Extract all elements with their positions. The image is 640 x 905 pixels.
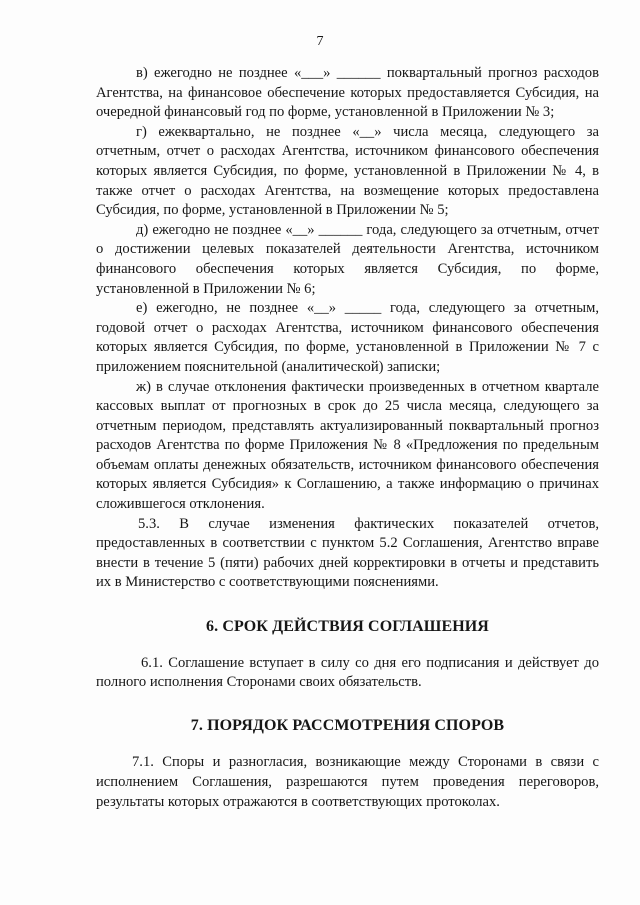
clause-7-1: 7.1. Споры и разногласия, возникающие между Сторонами в связи с исполнением Соглашения, разрешаются путем проведения переговоров, результаты которых отражаются в соответствующих протоколах. [96, 754, 599, 810]
section-6-heading: 6. СРОК ДЕЙСТВИЯ СОГЛАШЕНИЯ [206, 618, 489, 636]
document-body [96, 64, 599, 812]
clause-5-2-d: д) ежегодно не позднее «__» ______ года, следующего за отчетным, отчет о достижении целевых показателей деятельности Агентства, источником финансового обеспечения которых является Субсидия, по форме, установленной в Приложении № 6; [96, 221, 599, 297]
clause-5-2-g: г) ежеквартально, не позднее «__» числа месяца, следующего за отчетным, отчет о расходах Агентства, источником финансового обеспечения которых является Субсидия, по форме, установленной в Приложении № 4, в также отчет о расходах Агентства, на возмещение которых предоставлена Субсидия, по форме, установленной в Приложении № 5; [96, 123, 599, 219]
clause-5-3: 5.3. В случае изменения фактических показателей отчетов, предоставленных в соответствии с пунктом 5.2 Соглашения, Агентство вправе внести в течение 5 (пяти) рабочих дней корректировки в отчеты и представить их в Министерство с соответствующими пояснениями. [96, 515, 599, 591]
clause-5-2-zh: ж) в случае отклонения фактически произведенных в отчетном квартале кассовых выплат от прогнозных в срок до 25 числа месяца, следующего за отчетным периодом, представлять актуализированный поквартальный прогноз расходов Агентства по форме Приложения № 8 «Предложения по предельным объемам оплаты денежных обязательств, источником финансового обеспечения которых является Субсидия» к Соглашению, а также информацию о причинах сложившегося отклонения. [96, 378, 599, 513]
clause-6-1: 6.1. Соглашение вступает в силу со дня его подписания и действует до полного исполнения Сторонами своих обязательств. [96, 654, 599, 691]
clause-5-2-e: е) ежегодно, не позднее «__» _____ года, следующего за отчетным, годовой отчет о расходах Агентства, источником финансового обеспечения которых является Субсидия, по форме, установленной в Приложении № 7 с приложением пояснительной (аналитической) записки; [96, 300, 599, 375]
page-number: 7 [316, 34, 324, 49]
clause-5-2-v: в) ежегодно не позднее «___» ______ поквартальный прогноз расходов Агентства, на финансовое обеспечение которых предоставляется Субсидия, на очередной финансовый год по форме, установленной в Приложении № 3; [96, 65, 599, 121]
section-7-heading: 7. ПОРЯДОК РАССМОТРЕНИЯ СПОРОВ [190, 716, 505, 734]
